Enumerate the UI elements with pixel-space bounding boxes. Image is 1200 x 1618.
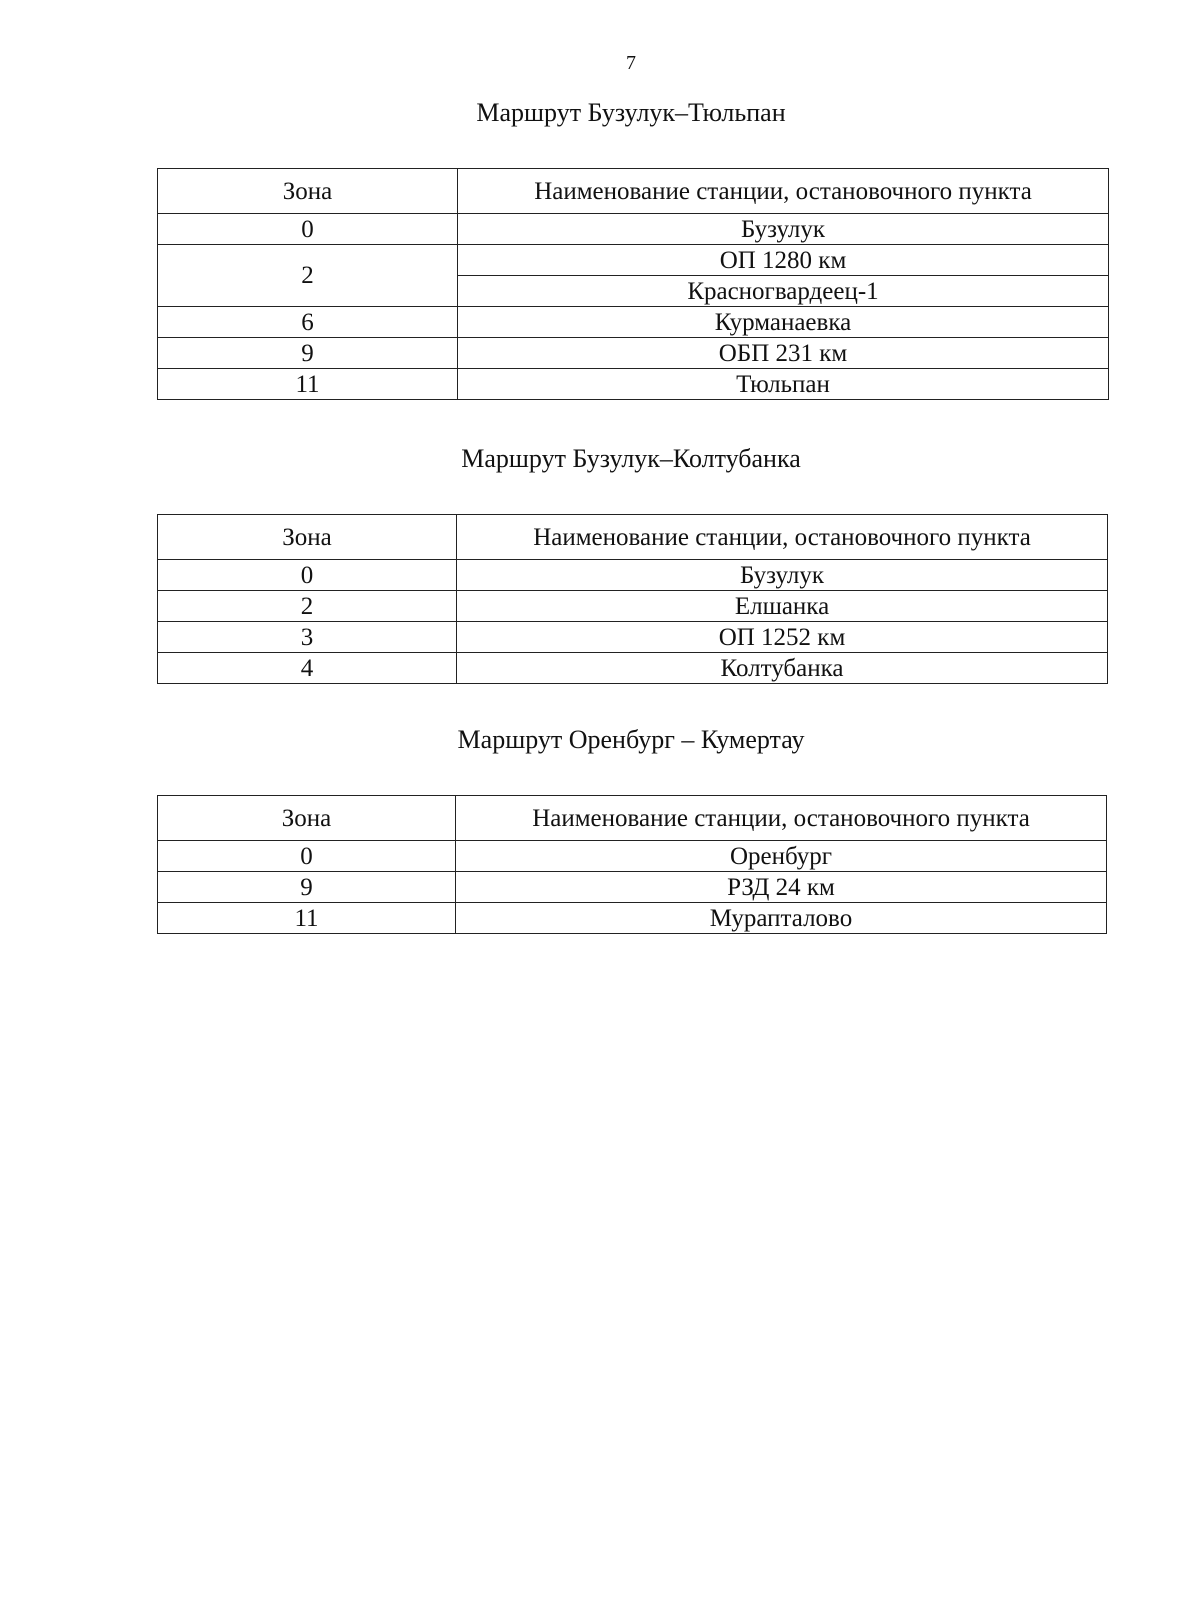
table-row xyxy=(158,560,1108,591)
table-row xyxy=(158,872,1107,903)
station-column-header: Наименование станции, остановочного пункта xyxy=(457,515,1108,560)
route-table xyxy=(157,168,1109,400)
station-cell: РЗД 24 км xyxy=(456,872,1107,903)
route-title: Маршрут Бузулук–Колтубанка xyxy=(461,444,801,473)
route-title: Маршрут Бузулук–Тюльпан xyxy=(476,98,786,127)
table-row xyxy=(158,622,1108,653)
table-row xyxy=(158,841,1107,872)
station-column-header: Наименование станции, остановочного пункта xyxy=(456,796,1107,841)
table-row xyxy=(158,591,1108,622)
table-row xyxy=(158,245,1109,276)
zone-cell: 0 xyxy=(158,214,458,245)
station-cell: Мурапталово xyxy=(456,903,1107,934)
zone-cell: 4 xyxy=(158,653,457,684)
station-cell: Тюльпан xyxy=(458,369,1109,400)
route-table xyxy=(157,795,1107,934)
station-cell: Бузулук xyxy=(458,214,1109,245)
zone-cell: 0 xyxy=(158,841,456,872)
zone-column-header: Зона xyxy=(158,515,457,560)
zone-column-header: Зона xyxy=(158,169,458,214)
table-header-row xyxy=(158,169,1109,214)
station-column-header: Наименование станции, остановочного пункта xyxy=(458,169,1109,214)
zone-cell: 11 xyxy=(158,369,458,400)
table-header-row xyxy=(158,796,1107,841)
zone-cell: 2 xyxy=(158,591,457,622)
page-number: 7 xyxy=(626,52,636,74)
table-row xyxy=(158,903,1107,934)
table-row xyxy=(158,338,1109,369)
zone-cell: 2 xyxy=(158,245,458,307)
station-cell: ОП 1280 км xyxy=(458,245,1109,276)
zone-cell: 6 xyxy=(158,307,458,338)
zone-cell: 11 xyxy=(158,903,456,934)
station-cell: Курманаевка xyxy=(458,307,1109,338)
zone-cell: 9 xyxy=(158,338,458,369)
zone-cell: 9 xyxy=(158,872,456,903)
table-row xyxy=(158,214,1109,245)
station-cell: Красногвардеец-1 xyxy=(458,276,1109,307)
station-cell: Оренбург xyxy=(456,841,1107,872)
zone-cell: 3 xyxy=(158,622,457,653)
station-cell: Елшанка xyxy=(457,591,1108,622)
station-cell: Бузулук xyxy=(457,560,1108,591)
station-cell: ОБП 231 км xyxy=(458,338,1109,369)
table-row xyxy=(158,307,1109,338)
table-row xyxy=(158,369,1109,400)
route-table xyxy=(157,514,1108,684)
route-title: Маршрут Оренбург – Кумертау xyxy=(457,725,805,754)
station-cell: Колтубанка xyxy=(457,653,1108,684)
station-cell: ОП 1252 км xyxy=(457,622,1108,653)
table-header-row xyxy=(158,515,1108,560)
table-row xyxy=(158,653,1108,684)
zone-column-header: Зона xyxy=(158,796,456,841)
zone-cell: 0 xyxy=(158,560,457,591)
